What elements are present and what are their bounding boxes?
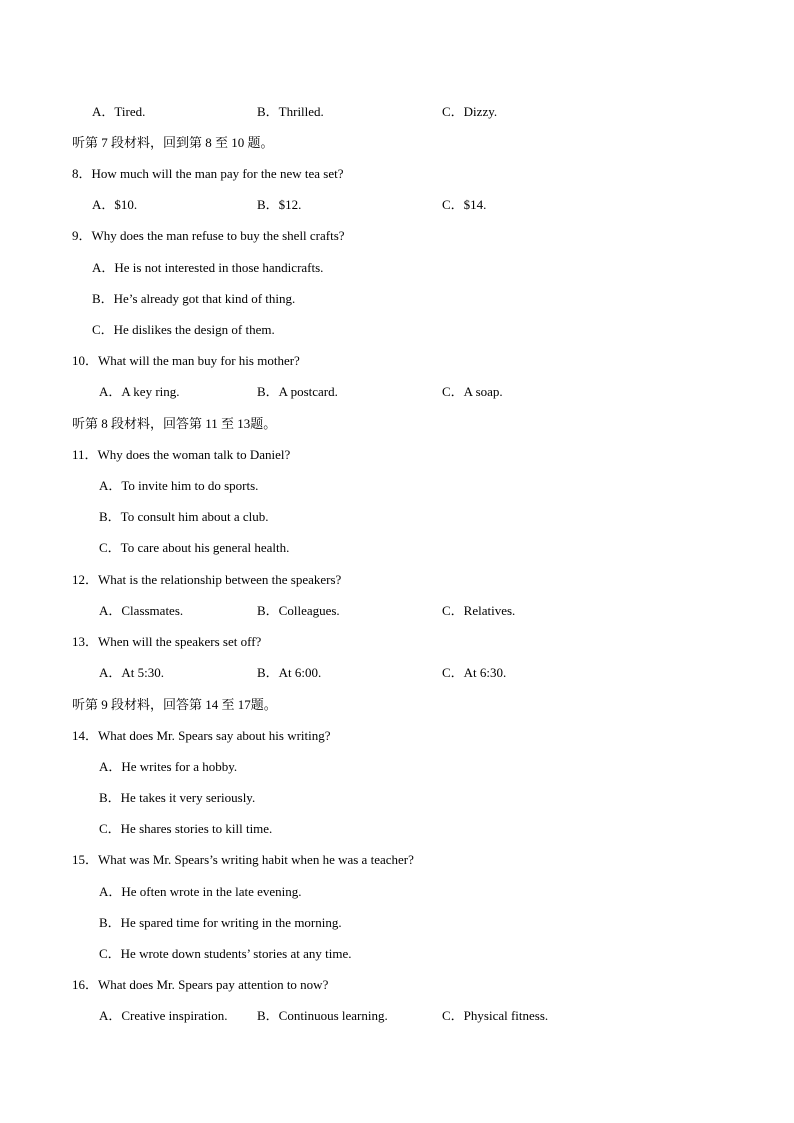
q14-option-a: A．He writes for a hobby. [99,759,238,774]
q10-option-b: B．A postcard. [257,384,338,399]
q16-option-c: C．Physical fitness. [442,1008,549,1023]
q7-option-c: C．Dizzy. [442,104,498,119]
q15-option-a: A．He often wrote in the late evening. [99,884,302,899]
q12-question: 12．What is the relationship between the speakers? [72,572,342,587]
q16-question: 16．What does Mr. Spears pay attention to now? [72,977,329,992]
q9-option-a: A．He is not interested in those handicrafts. [92,260,324,275]
q9-question: 9．Why does the man refuse to buy the shell crafts? [72,228,345,243]
section-7-heading: 听第 7 段材料，回到第 8 至 10 题。 [72,135,274,150]
q8-question: 8．How much will the man pay for the new tea set? [72,166,344,181]
q10-question: 10．What will the man buy for his mother? [72,353,300,368]
q11-option-a: A．To invite him to do sports. [99,478,259,493]
q10-option-a: A．A key ring. [99,384,180,399]
q11-option-b: B．To consult him about a club. [99,509,269,524]
q12-option-b: B．Colleagues. [257,603,340,618]
q15-question: 15．What was Mr. Spears’s writing habit when he was a teacher? [72,852,414,867]
q16-option-b: B．Continuous learning. [257,1008,388,1023]
q16-option-a: A．Creative inspiration. [99,1008,228,1023]
q7-option-a: A．Tired. [92,104,146,119]
q12-option-c: C．Relatives. [442,603,516,618]
q10-option-c: C．A soap. [442,384,503,399]
q9-option-c: C．He dislikes the design of them. [92,322,275,337]
q14-question: 14．What does Mr. Spears say about his writing? [72,728,331,743]
q8-option-b: B．$12. [257,197,302,212]
section-8-heading: 听第 8 段材料，回答第 11 至 13题。 [72,416,277,431]
q11-option-c: C．To care about his general health. [99,540,290,555]
q14-option-c: C．He shares stories to kill time. [99,821,273,836]
q9-option-b: B．He’s already got that kind of thing. [92,291,296,306]
q13-option-c: C．At 6:30. [442,665,507,680]
q13-option-a: A．At 5:30. [99,665,165,680]
q15-option-b: B．He spared time for writing in the morning. [99,915,342,930]
q13-option-b: B．At 6:00. [257,665,322,680]
q15-option-c: C．He wrote down students’ stories at any time. [99,946,352,961]
q8-option-c: C．$14. [442,197,487,212]
section-9-heading: 听第 9 段材料，回答第 14 至 17题。 [72,697,277,712]
q11-question: 11．Why does the woman talk to Daniel? [72,447,291,462]
q13-question: 13．When will the speakers set off? [72,634,262,649]
q12-option-a: A．Classmates. [99,603,184,618]
q8-option-a: A．$10. [92,197,138,212]
q7-option-b: B．Thrilled. [257,104,324,119]
q14-option-b: B．He takes it very seriously. [99,790,256,805]
